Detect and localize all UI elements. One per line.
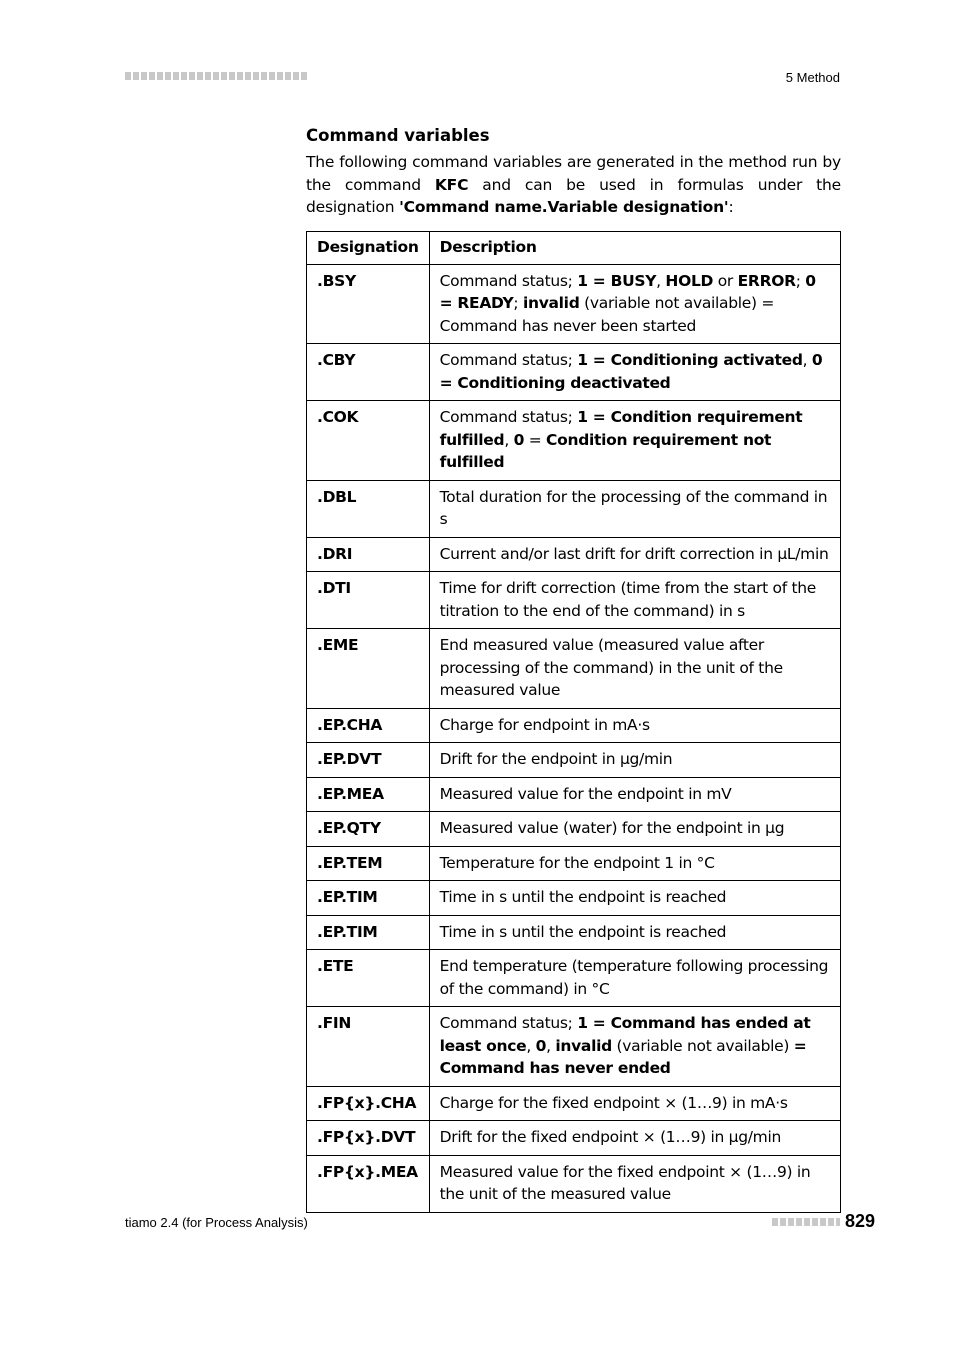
description-text: Time in s until the endpoint is reached bbox=[439, 888, 727, 906]
variable-description bbox=[429, 572, 840, 629]
table-row bbox=[307, 572, 841, 629]
description-emphasis: 0 bbox=[535, 1036, 547, 1055]
description-text: Measured value for the fixed endpoint × (1…9) in the unit of the measured value bbox=[439, 1162, 811, 1203]
description-text: Measured value (water) for the endpoint in µg bbox=[439, 819, 785, 837]
variable-designation: .EME bbox=[307, 629, 430, 709]
description-text: Command status; bbox=[439, 271, 578, 290]
variable-designation: .COK bbox=[307, 401, 430, 481]
column-header-designation: Designation bbox=[307, 232, 430, 265]
description-text: , bbox=[656, 271, 666, 290]
description-text: , bbox=[526, 1036, 536, 1055]
description-text: Drift for the endpoint in µg/min bbox=[439, 750, 673, 768]
description-text: ; bbox=[513, 294, 523, 312]
variable-designation: .FIN bbox=[307, 1007, 430, 1087]
variable-designation: .DBL bbox=[307, 480, 430, 537]
variable-description bbox=[429, 777, 840, 812]
variable-designation: .FP{x}.DVT bbox=[307, 1121, 430, 1156]
variable-description bbox=[429, 1121, 840, 1156]
table-row bbox=[307, 846, 841, 881]
description-text: End measured value (measured value after processing of the command) in the unit of the measured value bbox=[439, 636, 783, 699]
variable-designation: .EP.QTY bbox=[307, 812, 430, 847]
intro-text-1: The following command variables are generated in the method run by the command bbox=[306, 153, 841, 194]
variable-designation: .EP.MEA bbox=[307, 777, 430, 812]
variable-designation: .ETE bbox=[307, 950, 430, 1007]
table-row bbox=[307, 812, 841, 847]
description-emphasis: 0 = Conditioning deactivated bbox=[439, 351, 823, 392]
description-text: Command status; bbox=[439, 351, 578, 369]
description-emphasis: 1 = BUSY bbox=[577, 271, 657, 290]
intro-paragraph bbox=[306, 151, 841, 219]
description-text: Charge for the fixed endpoint × (1…9) in mA·s bbox=[439, 1093, 788, 1112]
intro-text-3: : bbox=[728, 198, 734, 216]
table-row bbox=[307, 1121, 841, 1156]
command-variables-section bbox=[306, 126, 841, 219]
variable-designation: .FP{x}.CHA bbox=[307, 1086, 430, 1121]
description-text: = bbox=[524, 430, 547, 449]
variable-description bbox=[429, 743, 840, 778]
description-text: ; bbox=[795, 271, 806, 290]
footer-decoration bbox=[772, 1218, 840, 1226]
variable-description bbox=[429, 480, 840, 537]
description-text: , bbox=[504, 430, 514, 449]
variable-description bbox=[429, 708, 840, 743]
description-text: (variable not available) = Command has never been started bbox=[439, 294, 775, 335]
footer-product: tiamo 2.4 (for Process Analysis) bbox=[125, 1215, 308, 1230]
variable-description bbox=[429, 950, 840, 1007]
variable-designation: .EP.TIM bbox=[307, 915, 430, 950]
variable-designation: .EP.TEM bbox=[307, 846, 430, 881]
description-text: Temperature for the endpoint 1 in °C bbox=[439, 853, 715, 872]
table-row bbox=[307, 950, 841, 1007]
table-row bbox=[307, 708, 841, 743]
column-header-description: Description bbox=[429, 232, 840, 265]
variable-description bbox=[429, 401, 840, 481]
variable-description bbox=[429, 264, 840, 344]
description-text: Time in s until the endpoint is reached bbox=[439, 922, 727, 941]
variable-designation: .DTI bbox=[307, 572, 430, 629]
table-row bbox=[307, 480, 841, 537]
variable-designation: .EP.DVT bbox=[307, 743, 430, 778]
variable-designation: .DRI bbox=[307, 537, 430, 572]
table-row bbox=[307, 777, 841, 812]
command-name: KFC bbox=[434, 175, 469, 194]
table-row bbox=[307, 1155, 841, 1212]
table-row bbox=[307, 743, 841, 778]
variable-description bbox=[429, 846, 840, 881]
variable-description bbox=[429, 812, 840, 847]
variable-description bbox=[429, 915, 840, 950]
description-emphasis: Condition requirement not fulfilled bbox=[439, 430, 772, 471]
variable-description bbox=[429, 629, 840, 709]
description-text: Charge for endpoint in mA·s bbox=[439, 715, 650, 734]
description-emphasis: invalid bbox=[522, 294, 580, 312]
description-emphasis: 0 bbox=[513, 430, 525, 449]
command-variables-table bbox=[306, 231, 841, 1213]
variable-description bbox=[429, 537, 840, 572]
variable-description bbox=[429, 881, 840, 916]
variable-description bbox=[429, 1155, 840, 1212]
running-header-section: 5 Method bbox=[785, 70, 840, 85]
description-text: , bbox=[802, 351, 812, 369]
description-emphasis: 0 = READY bbox=[439, 271, 816, 312]
description-emphasis: 1 = Condition requirement fulfilled bbox=[439, 408, 803, 449]
description-text: Drift for the fixed endpoint × (1…9) in µg/min bbox=[439, 1128, 782, 1146]
table-row bbox=[307, 1086, 841, 1121]
description-text: Current and/or last drift for drift correction in µL/min bbox=[439, 544, 829, 563]
description-text: Command status; bbox=[439, 1014, 578, 1032]
description-emphasis: ERROR bbox=[737, 271, 796, 290]
description-emphasis: HOLD bbox=[665, 271, 714, 290]
description-text: Total duration for the processing of the command in s bbox=[439, 487, 828, 528]
description-text: (variable not available) bbox=[611, 1036, 794, 1055]
table-header-row bbox=[307, 232, 841, 265]
description-text: Time for drift correction (time from the start of the titration to the end of the command) in s bbox=[439, 579, 817, 620]
variable-description bbox=[429, 344, 840, 401]
description-emphasis: 1 = Conditioning activated bbox=[577, 351, 803, 369]
designation-pattern: 'Command name.Variable designation' bbox=[399, 198, 729, 216]
section-title: Command variables bbox=[306, 126, 490, 145]
table-row bbox=[307, 344, 841, 401]
table-row bbox=[307, 915, 841, 950]
variable-designation: .FP{x}.MEA bbox=[307, 1155, 430, 1212]
description-text: , bbox=[546, 1036, 556, 1055]
description-emphasis: 1 = Command has ended at least once bbox=[439, 1014, 811, 1055]
variable-designation: .BSY bbox=[307, 264, 430, 344]
variable-designation: .EP.TIM bbox=[307, 881, 430, 916]
intro-text-2: and can be used in formulas under the designation bbox=[306, 175, 841, 216]
table-row bbox=[307, 401, 841, 481]
variable-description bbox=[429, 1007, 840, 1087]
description-text: or bbox=[713, 271, 738, 290]
table-row bbox=[307, 537, 841, 572]
variable-designation: .EP.CHA bbox=[307, 708, 430, 743]
table-row bbox=[307, 629, 841, 709]
description-text: End temperature (temperature following processing of the command) in °C bbox=[439, 957, 829, 998]
description-emphasis: = Command has never ended bbox=[439, 1036, 807, 1077]
table-row bbox=[307, 264, 841, 344]
page-number: 829 bbox=[845, 1211, 876, 1231]
header-decoration bbox=[125, 72, 307, 80]
table-row bbox=[307, 1007, 841, 1087]
description-text: Command status; bbox=[439, 408, 578, 426]
variable-description bbox=[429, 1086, 840, 1121]
table-body bbox=[307, 264, 841, 1212]
variable-designation: .CBY bbox=[307, 344, 430, 401]
description-emphasis: invalid bbox=[555, 1036, 612, 1055]
description-text: Measured value for the endpoint in mV bbox=[439, 784, 732, 803]
table-row bbox=[307, 881, 841, 916]
